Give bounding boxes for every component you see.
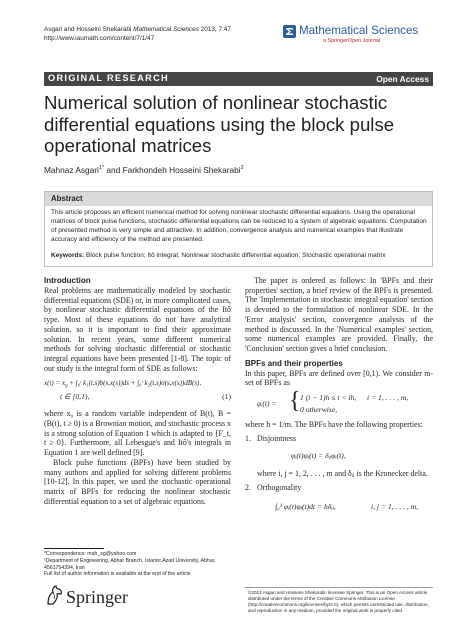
journal-logo [283, 23, 431, 51]
author-1-affil: 1* [98, 165, 105, 172]
citation-journal: Mathematical Sciences [133, 26, 199, 33]
license-text: ©2013 Asgari and Hosseini Shekarabi; licensee Springer. This is an Open Access article distributed under the terms of the Creative Commons Attribution License (http://creativecommons.org/licenses/by/2.0), which permits unrestricted use, distribution, and reproduction in any medium, provided the original work is properly cited. [248, 590, 429, 613]
equation-1 [44, 376, 231, 406]
abstract-heading: Abstract [51, 194, 83, 203]
sigma-logo-icon [283, 25, 296, 38]
article-type-label: ORIGINAL RESEARCH [48, 73, 169, 83]
phi-case-2: 0 otherwise, [300, 405, 338, 415]
citation-line [44, 25, 231, 34]
author-info-note: Full list of author information is available at the end of the article [44, 571, 191, 578]
logo-subtitle: a SpringerOpen Journal [323, 38, 381, 44]
abstract-header [45, 192, 432, 206]
equation-1-domain: t ∈ [0,1), [60, 392, 90, 402]
bpf-definition-equation [245, 388, 433, 418]
equation-1-body: $x(t) = x_0$ + ∫₀ᵗ k₁(t,s)b(s,x(s))ds + ∫₀ᵗ k₂(t,s)σ(s,x(s))dB(s), [44, 379, 202, 390]
brace-glyph: { [289, 388, 301, 415]
correspondence-note[interactable]: *Correspondence: mah_sg@yahoo.com [44, 551, 137, 557]
keywords-list: Block pulse function; Itô integral; Nonlinear stochastic differential equation; Stochastic operational matrix [84, 252, 386, 259]
footnote-rule [44, 548, 104, 549]
intro-paragraph-3: Block pulse functions (BPFs) have been studied by many authors and applied for solving different problems [10-12]. In this paper, we used the stochastic operational matrix of BPFs for reducing the nonlinear stochastic differential equation to a set of algebraic equations. [44, 457, 231, 506]
property-orthogonality [245, 483, 433, 493]
citation-authors: Asgari and Hosseini Shekarabi [44, 26, 132, 33]
author-2[interactable]: Farkhondeh Hosseini Shekarabi [122, 165, 241, 175]
section-heading-bpfs: BPFs and their properties [245, 358, 343, 368]
keywords-label: Keywords: [51, 252, 85, 259]
article-title: Numerical solution of nonlinear stochastic differential equations using the block pulse operational matrices [44, 92, 395, 156]
article-url[interactable]: http://www.iaumath.com/content/7/1/47 [44, 35, 155, 42]
author-2-affil: 2 [240, 165, 244, 172]
open-access-label: Open Access [376, 73, 429, 84]
property-2-label: Orthogonality [257, 482, 302, 492]
affiliation-note: ¹Department of Engineering, Abhar Branch, Islamic Azad University, Abhar, 4561754394, Iran [44, 557, 216, 571]
springer-logo [44, 584, 144, 610]
citation-year: 2013, 7:47 [200, 26, 231, 33]
property-disjointness [245, 434, 433, 444]
springer-horse-icon [44, 584, 64, 606]
property-1-number: 1. [245, 433, 251, 443]
footer-rule [245, 587, 433, 588]
property-1-label: Disjointness [257, 433, 297, 443]
author-separator: and [104, 165, 123, 175]
equation-1-number: (1) [222, 392, 231, 402]
intro-paragraph-1: Real problems are mathematically modeled by stochastic differential equations (SDE) or, in more complicated cases, by nonlinear stochastic differential equations of the Itô type. Most of these equations do not have analytical solution, so it is important to find their approximate solution. In recent years, some different numerical methods for solving stochastic differential or stochastic integral equations have been presented [1-8]. The topic of our study is the integral form of SDE as follows: [44, 286, 231, 373]
abstract-box [44, 191, 433, 267]
orthogonality-formula: ∫₀¹ φᵢ(t)φⱼ(t)dt = hδᵢⱼ, [275, 501, 336, 511]
disjointness-where: where i, j = 1, 2, . . . , m and δᵢⱼ is the Kronecker delta. [257, 469, 428, 479]
bpf-paragraph: In this paper, BPFs are defined over [0,1). We consider m-set of BPFs as [245, 368, 433, 388]
phi-lhs: φᵢ(t) = [257, 399, 277, 409]
logo-journal-name: Mathematical Sciences [299, 24, 419, 37]
section-heading-introduction: Introduction [44, 276, 91, 285]
orthogonality-range: i, j = 1, . . . , m, [371, 501, 419, 511]
author-1[interactable]: Mahnaz Asgari [44, 165, 99, 175]
right-column [245, 276, 433, 516]
property-2-number: 2. [245, 482, 251, 492]
article-type-band [44, 72, 433, 86]
footnotes [44, 551, 234, 578]
keywords [51, 252, 431, 260]
outline-paragraph: The paper is ordered as follows: In 'BPFs and their properties' section, a brief review of the BPFs is presented. The 'Implementation in stochastic integral equation' section is devoted to the formulation of nonlinear SDE. In the 'Error analysis' section, convergence analysis of the method is discussed. In the 'Numerical examples' section, some numerical examples are provided. Finally, the 'Conclusion' section gives a brief conclusion. [245, 276, 433, 353]
left-column [44, 276, 231, 506]
phi-case-1-range: i = 1, . . . , m, [367, 393, 409, 403]
springer-wordmark: Springer [66, 587, 128, 607]
abstract-text: This article proposes an efficient numerical method for solving nonlinear stochastic differential equations. Using the operational matrices of block pulse functions, stochastic differential equations can be reduced to a system of algebraic equations. Computation of presented method is very simple and attractive. In addition, convergence analysis and numerical examples that illustrate accuracy and efficiency of the method are presented. [51, 209, 427, 243]
citation-header [44, 25, 231, 43]
phi-case-1: 1 (i − 1)h ≤ t < ih, [300, 393, 357, 403]
orthogonality-equation [275, 502, 433, 516]
h-definition: where h = 1/m. The BPFs have the following properties: [245, 420, 423, 430]
disjointness-equation: φᵢ(t)φⱼ(t) = δᵢⱼφᵢ(t), [291, 451, 346, 461]
author-list [44, 165, 244, 175]
intro-paragraph-2: where x₀ is a random variable independent of B(t), B = (B(t), t ≥ 0) is a Brownian motion, and stochastic process x is a strong solution of Equation 1 which is adapted to {F_t, t ≥ 0}. Furthermore, all Lebesgue's and Itô's integrals in Equation 1 are well defined [9]. [44, 409, 231, 458]
